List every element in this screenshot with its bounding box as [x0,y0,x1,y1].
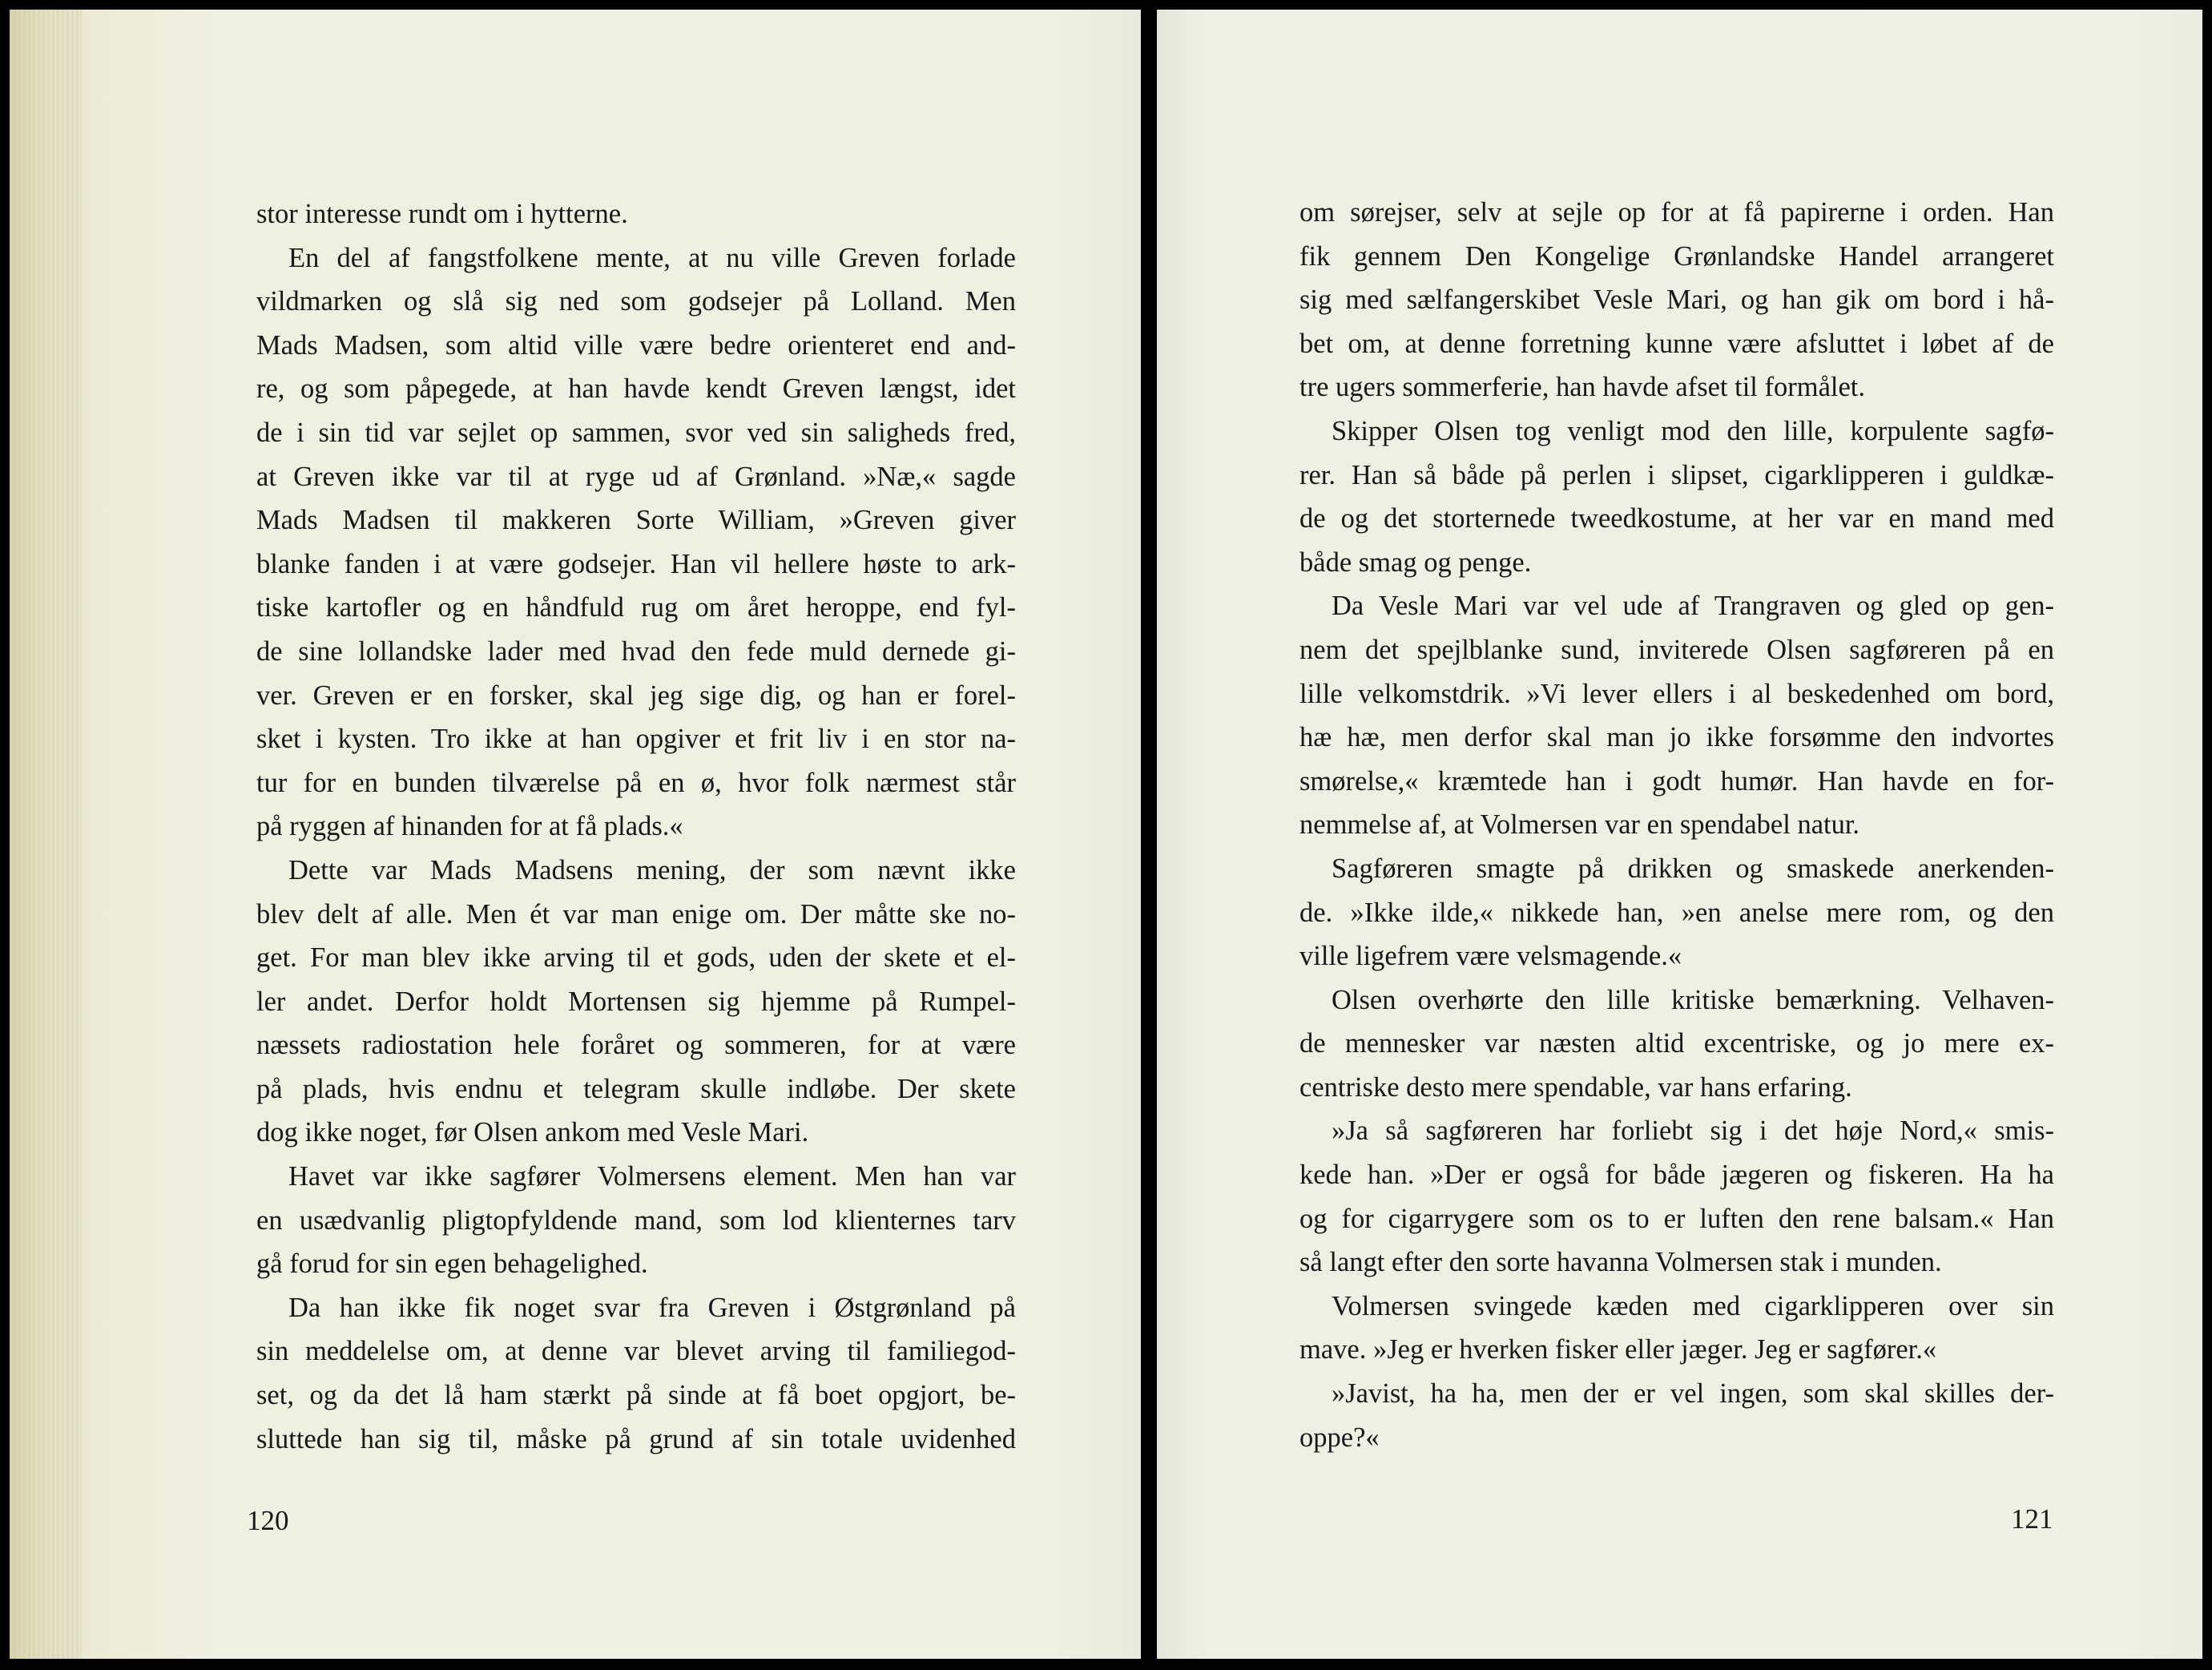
text-line: set, og da det lå ham stærkt på sinde at få boet opgjort, be- [256,1380,1016,1411]
text-line: de i sin tid var sejlet op sammen, svor ved sin saligheds fred, [256,417,1016,448]
text-line: En del af fangstfolkene mente, at nu ville Greven forlade [288,242,1016,273]
text-line: på ryggen af hinanden for at få plads.« [256,811,683,842]
left-page [10,10,1141,1659]
text-line: »Javist, ha ha, men der er vel ingen, som skal skilles der- [1332,1378,2054,1410]
text-line: på plads, hvis endnu et telegram skulle indløbe. Der skete [256,1073,1016,1104]
text-line: Da Vesle Mari var vel ude af Trangraven og gled op gen- [1332,591,2054,622]
text-line: blev delt af alle. Men ét var man enige om. Der måtte ske no- [256,898,1016,930]
text-line: tur for en bunden tilværelse på en ø, hvor folk nærmest står [256,767,1016,798]
text-line: de sine lollandske lader med hvad den fede muld dernede gi- [256,635,1016,667]
text-line: Mads Madsen til makkeren Sorte William, »Greven giver [256,505,1016,536]
text-line: sluttede han sig til, måske på grund af sin totale uvidenhed [256,1423,1016,1454]
text-line: ler andet. Derfor holdt Mortensen sig hjemme på Rumpel- [256,986,1016,1017]
text-line: og for cigarrygere som os to er luften den rene balsam.« Han [1299,1203,2054,1234]
text-line: Skipper Olsen tog venligt mod den lille, korpulente sagfø- [1332,415,2054,446]
text-line: mave. »Jeg er hverken fisker eller jæger. Jeg er sagfører.« [1299,1334,1937,1365]
text-line: tre ugers sommerferie, han havde afset til formålet. [1299,372,1866,403]
text-line: re, og som påpegede, at han havde kendt Greven længst, idet [256,373,1016,405]
text-line: Volmersen svingede kæden med cigarklipperen over sin [1332,1290,2054,1321]
text-line: smørelse,« kræmtede han i godt humør. Han havde en for- [1299,765,2054,797]
text-line: centriske desto mere spendable, var hans erfaring. [1299,1071,1852,1103]
text-line: sin meddelelse om, at denne var blevet arving til familiegod- [256,1336,1016,1367]
text-line: blanke fanden i at være godsejer. Han vil hellere høste to ark- [256,548,1016,579]
text-line: rer. Han så både på perlen i slipset, cigarklipperen i guldkæ- [1299,459,2054,490]
text-line: både smag og penge. [1299,547,1532,578]
text-line: næssets radiostation hele foråret og sommeren, for at være [256,1030,1016,1061]
text-line: ville ligefrem være velsmagende.« [1299,941,1682,972]
text-line: Olsen overhørte den lille kritiske bemærkning. Velhaven- [1332,984,2054,1015]
text-line: bet om, at denne forretning kunne være afsluttet i løbet af de [1299,328,2054,359]
text-line: en usædvanlig pligtopfyldende mand, som lod klienternes tarv [256,1204,1016,1236]
text-line: sket i kysten. Tro ikke at han opgiver et frit liv i en stor na- [256,724,1016,755]
text-line: fik gennem Den Kongelige Grønlandske Handel arrangeret [1299,240,2054,272]
text-line: hæ hæ, men derfor skal man jo ikke forsømme den indvortes [1299,722,2054,753]
text-line: »Ja så sagføreren har forliebt sig i det høje Nord,« smis- [1332,1115,2054,1147]
page-number: 121 [2011,1503,2053,1535]
text-line: Sagføreren smagte på drikken og smaskede anerkenden- [1332,853,2054,884]
text-line: gå forud for sin egen behagelighed. [256,1248,648,1280]
text-line: at Greven ikke var til at ryge ud af Grønland. »Næ,« sagde [256,461,1016,492]
text-line: dog ikke noget, før Olsen ankom med Vesle Mari. [256,1117,809,1148]
left-page-text [256,192,1016,1461]
text-line: nem det spejlblanke sund, inviterede Olsen sagføreren på en [1299,634,2054,665]
text-line: Mads Madsen, som altid ville være bedre orienteret end and- [256,329,1016,361]
text-line: de. »Ikke ilde,« nikkede han, »en anelse mere rom, og den [1299,897,2054,928]
text-line: sig med sælfangerskibet Vesle Mari, og han gik om bord i hå- [1299,284,2054,316]
text-line: de mennesker var næsten altid excentriske, og jo mere ex- [1299,1028,2054,1059]
text-line: lille velkomstdrik. »Vi lever ellers i al beskedenhed om bord, [1299,678,2054,709]
page-number: 120 [247,1505,289,1536]
text-line: om sørejser, selv at sejle op for at få papirerne i orden. Han [1299,197,2054,228]
text-line: Dette var Mads Madsens mening, der som nævnt ikke [288,854,1016,885]
text-line: så langt efter den sorte havanna Volmersen stak i munden. [1299,1247,1942,1278]
text-line: Da han ikke fik noget svar fra Greven i Østgrønland på [288,1292,1016,1323]
text-line: get. For man blev ikke arving til et gods, uden der skete et el- [256,942,1016,974]
text-line: de og det storternede tweedkostume, at her var en mand med [1299,503,2054,534]
text-line: nemmelse af, at Volmersen var en spendabel natur. [1299,809,1860,841]
page-edge-shading [10,10,82,1659]
text-line: Havet var ikke sagfører Volmersens element. Men han var [288,1161,1016,1192]
text-line: stor interesse rundt om i hytterne. [256,199,628,229]
text-line: vildmarken og slå sig ned som godsejer på Lolland. Men [256,286,1016,317]
text-line: tiske kartofler og en håndfuld rug om året heroppe, end fyl- [256,592,1016,623]
text-line: oppe?« [1299,1422,1380,1453]
text-line: kede han. »Der er også for både jægeren og fiskeren. Ha ha [1299,1160,2054,1191]
right-page-text [1299,191,2054,1459]
right-page [1157,10,2202,1659]
text-line: ver. Greven er en forsker, skal jeg sige dig, og han er forel- [256,680,1016,711]
